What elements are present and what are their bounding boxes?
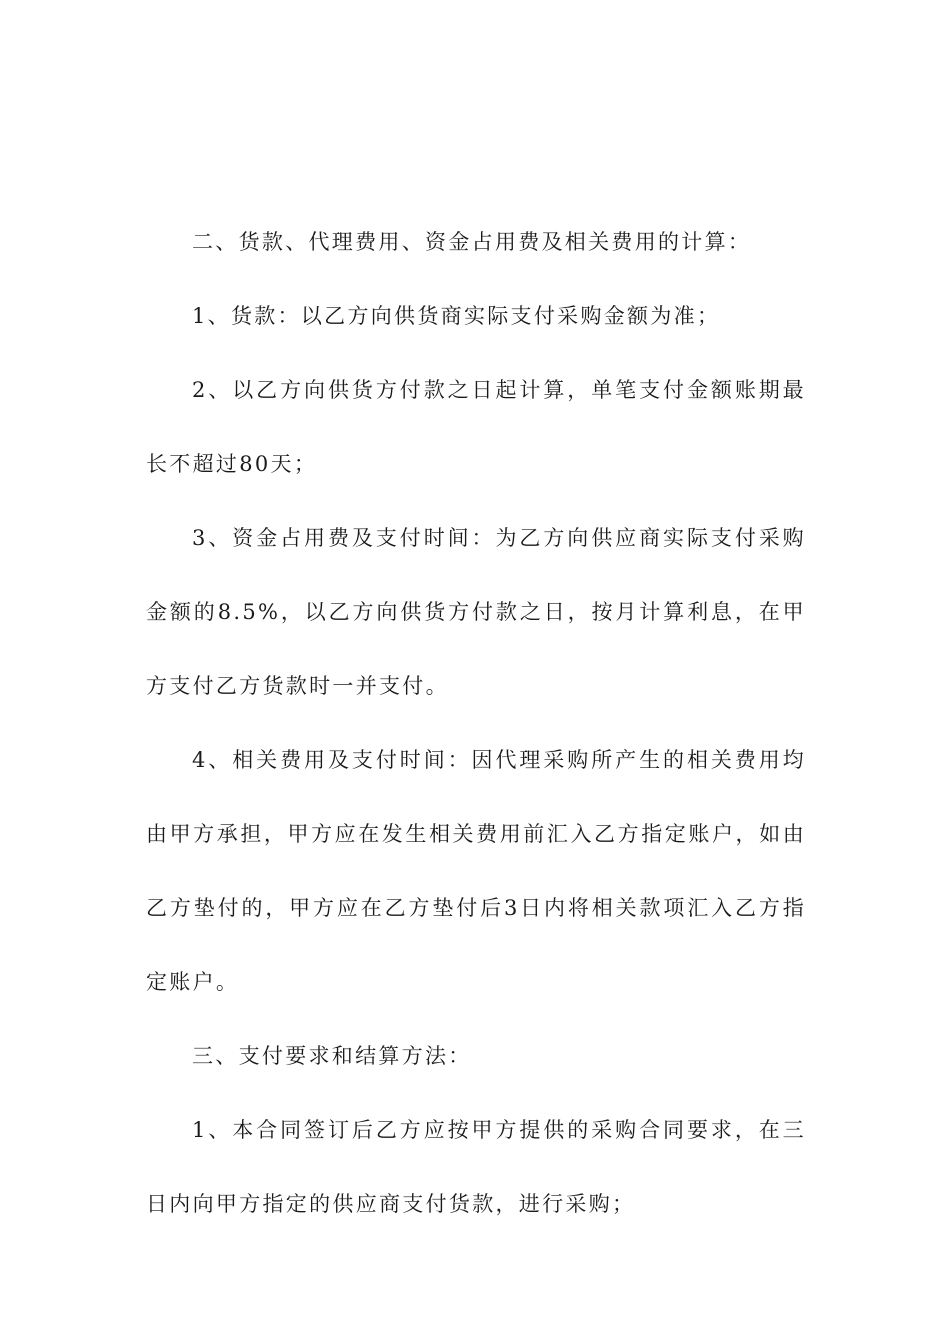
document-body	[146, 205, 806, 1241]
clause-procurement-payment: 1、本合同签订后乙方应按甲方提供的采购合同要求，在三日内向甲方指定的供应商支付货款，进行采购；	[146, 1118, 806, 1216]
clause-goods-payment: 1、货款：以乙方向供货商实际支付采购金额为准；	[192, 304, 721, 328]
clause-related-fees: 4、相关费用及支付时间：因代理采购所产生的相关费用均由甲方承担，甲方应在发生相关费用前汇入乙方指定账户，如由乙方垫付的，甲方应在乙方垫付后3日内将相关款项汇入乙方指定账户。	[146, 748, 806, 994]
clause-payment-term: 2、以乙方向供货方付款之日起计算，单笔支付金额账期最长不超过80天；	[146, 378, 806, 476]
clause-capital-occupation-fee: 3、资金占用费及支付时间：为乙方向供应商实际支付采购金额的8.5%，以乙方向供货方付款之日，按月计算利息，在甲方支付乙方货款时一并支付。	[146, 526, 806, 698]
section-heading-payment-settlement: 三、支付要求和结算方法：	[192, 1044, 472, 1068]
section-heading-payment-calculation: 二、货款、代理费用、资金占用费及相关费用的计算：	[192, 230, 752, 254]
